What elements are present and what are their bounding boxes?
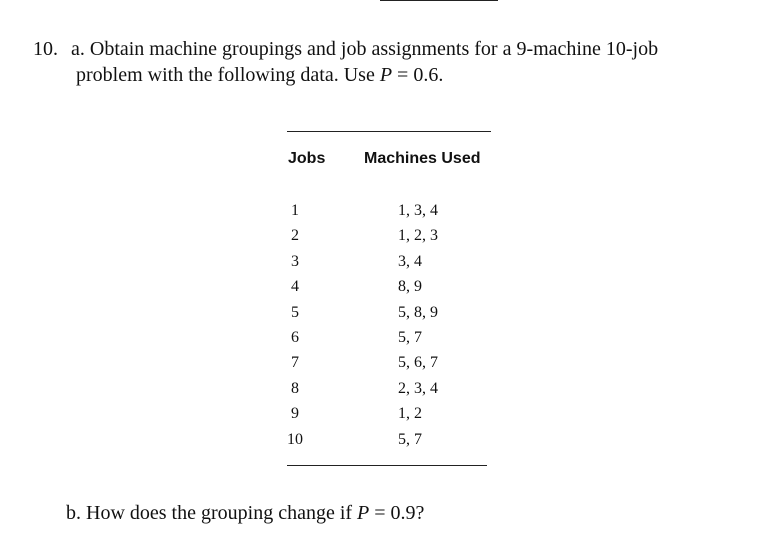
question-10-line-1 xyxy=(33,36,658,62)
machines-header: Machines Used xyxy=(364,150,481,167)
job-cell: 3 xyxy=(291,252,299,270)
question-part-b xyxy=(66,500,424,526)
machines-cell: 2, 3, 4 xyxy=(398,379,438,397)
job-cell: 8 xyxy=(291,379,299,397)
question-number: 10. xyxy=(33,38,58,60)
job-cell: 9 xyxy=(291,405,299,423)
table-bottom-rule xyxy=(287,465,487,466)
job-cell: 6 xyxy=(291,328,299,346)
question-10 xyxy=(33,36,658,88)
p-variable: P xyxy=(357,502,370,524)
part-b-text: b. How does the grouping change if xyxy=(66,502,358,524)
top-rule xyxy=(380,0,498,1)
jobs-column xyxy=(270,201,320,455)
job-cell: 4 xyxy=(291,278,299,296)
part-a-text-2: problem with the following data. Use xyxy=(76,64,380,86)
machines-cell: 1, 3, 4 xyxy=(398,202,438,219)
job-cell: 10 xyxy=(287,430,303,448)
machines-cell: 5, 7 xyxy=(398,328,422,346)
jobs-header: Jobs xyxy=(288,150,326,167)
part-a-text: a. Obtain machine groupings and job assignments for a 9-machine 10-job xyxy=(71,38,659,60)
part-b-p-value: = 0.9? xyxy=(369,502,425,524)
machines-cell: 8, 9 xyxy=(398,278,422,296)
machines-cell: 1, 2, 3 xyxy=(398,227,438,245)
machines-cell: 5, 8, 9 xyxy=(398,303,438,321)
job-cell: 7 xyxy=(291,354,299,372)
question-10-line-2 xyxy=(33,62,658,88)
machines-cell: 3, 4 xyxy=(398,252,422,270)
p-variable: P xyxy=(379,64,393,86)
machines-cell: 1, 2 xyxy=(398,405,422,423)
machines-column xyxy=(398,201,438,455)
machines-cell: 5, 6, 7 xyxy=(398,354,438,372)
job-cell: 2 xyxy=(291,227,299,245)
table-top-rule xyxy=(287,131,491,132)
machines-cell: 5, 7 xyxy=(398,430,422,448)
part-a-p-value: = 0.6. xyxy=(392,64,444,86)
job-cell: 1 xyxy=(291,202,299,219)
job-cell: 5 xyxy=(291,303,299,321)
